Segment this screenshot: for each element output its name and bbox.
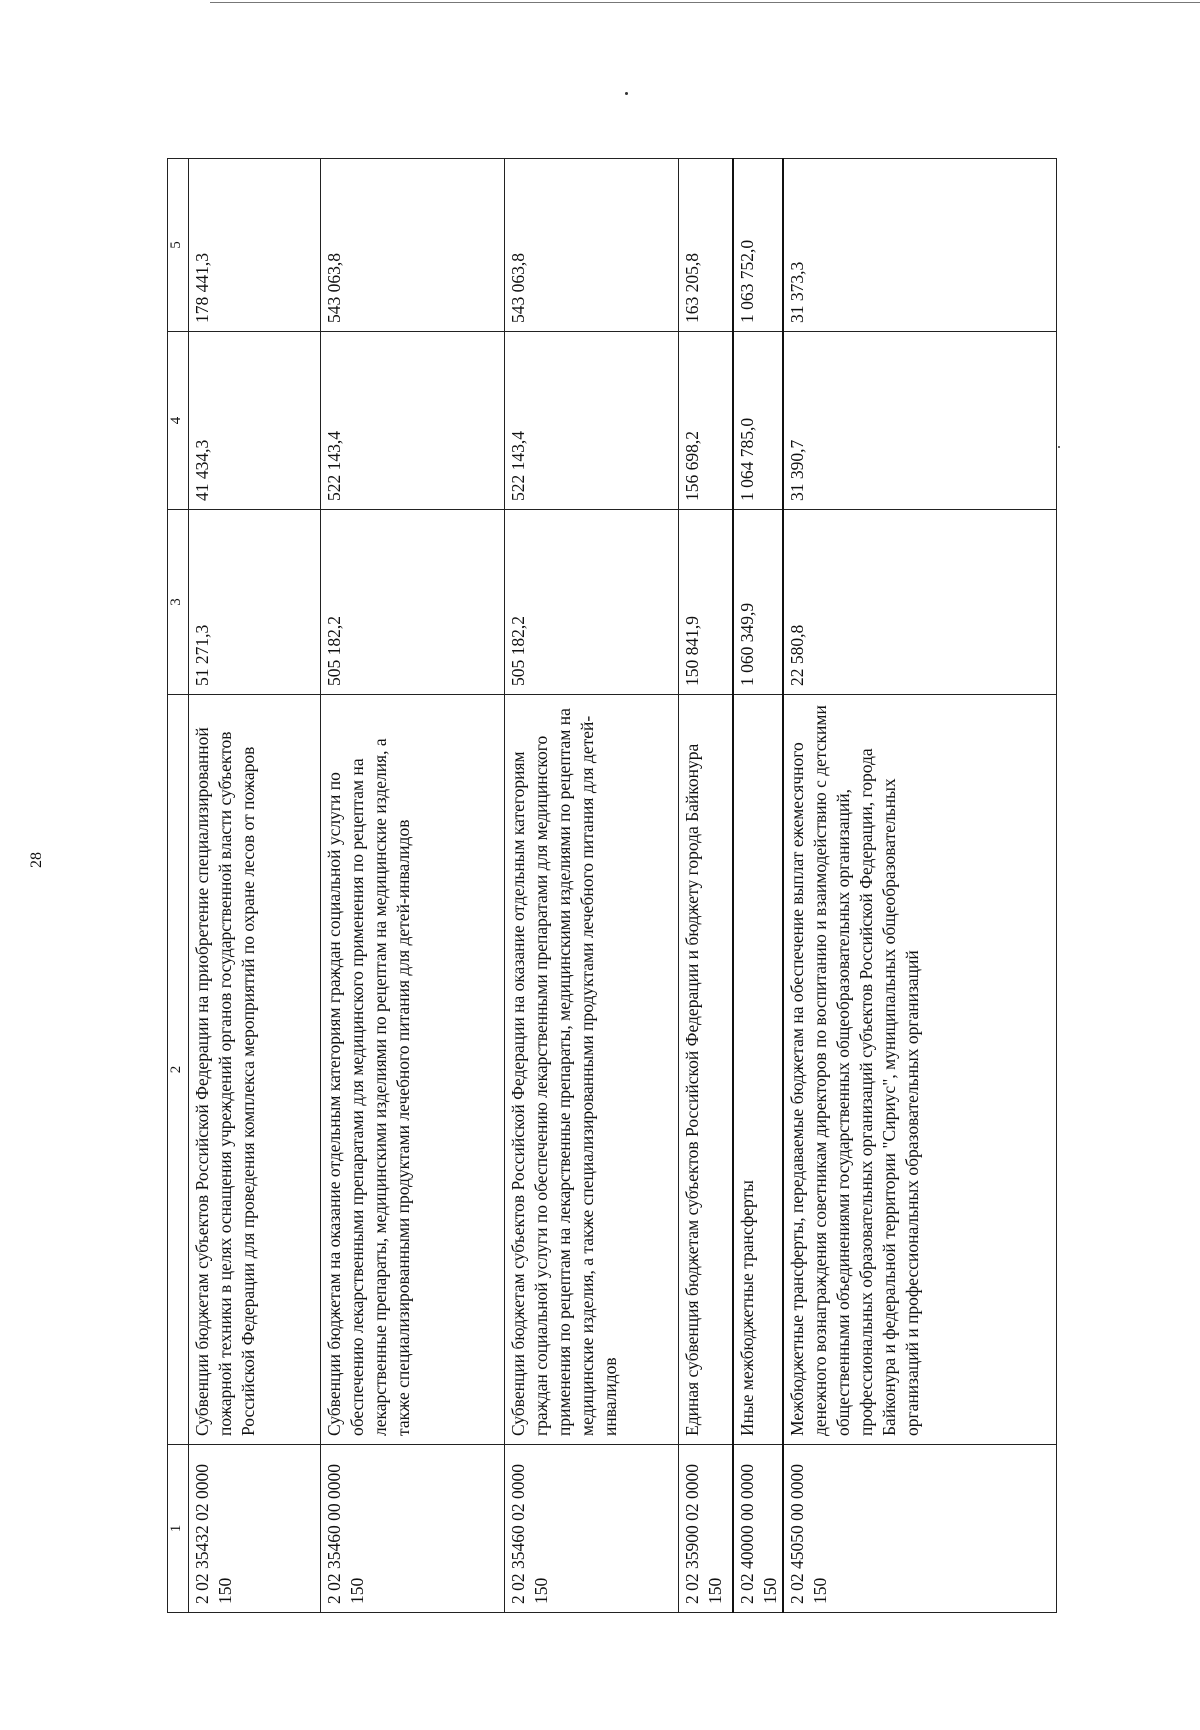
amount-col-5: 163 205,8 (679, 159, 733, 332)
budget-code: 2 02 35460 02 0000 150 (505, 1445, 679, 1613)
budget-code: 2 02 35900 02 0000 150 (679, 1445, 733, 1613)
scan-speck (1058, 446, 1060, 448)
budget-code: 2 02 45050 00 0000 150 (783, 1445, 1057, 1613)
amount-col-5: 543 063,8 (505, 159, 679, 332)
table-row (189, 159, 321, 1613)
budget-item-name: Субвенции бюджетам субъектов Российской Федерации на приобретение специализированной пожарной техники в целях оснащения учреждений органов государственной власти субъектов Российской Федерации для проведения комплекса мероприятий по охране лесов от пожаров (189, 695, 321, 1445)
table-row-subtotal (733, 159, 783, 1613)
table-row (679, 159, 733, 1613)
amount-col-5: 178 441,3 (189, 159, 321, 332)
amount-col-4: 156 698,2 (679, 332, 733, 510)
amount-col-4: 41 434,3 (189, 332, 321, 510)
amount-col-3: 22 580,8 (783, 510, 1057, 695)
amount-col-5: 1 063 752,0 (733, 159, 783, 332)
rotated-table-frame (167, 159, 1036, 1613)
table-header-row (168, 159, 189, 1613)
budget-item-name: Межбюджетные трансферты, передаваемые бюджетам на обеспечение выплат ежемесячного денежного вознаграждения советникам директоров по воспитанию и взаимодействию с детскими общественными объединениями государственных общеобразовательных организаций, профессиональных образовательных организаций субъектов Российской Федерации, города Байконура и федеральной территории "Сириус", муниципальных общеобразовательных организаций и профессиональных образовательных организаций (783, 695, 1057, 1445)
amount-col-3: 505 182,2 (505, 510, 679, 695)
table-row (321, 159, 505, 1613)
budget-code: 2 02 35460 00 0000 150 (321, 1445, 505, 1613)
budget-item-name: Единая субвенция бюджетам субъектов Российской Федерации и бюджету города Байконура (679, 695, 733, 1445)
amount-col-3: 505 182,2 (321, 510, 505, 695)
page-number: 28 (28, 852, 45, 868)
budget-code: 2 02 40000 00 0000 150 (733, 1445, 783, 1613)
amount-col-4: 522 143,4 (321, 332, 505, 510)
scan-speck (625, 92, 628, 95)
amount-col-5: 31 373,3 (783, 159, 1057, 332)
budget-table (167, 158, 1057, 1613)
scan-edge-line (210, 2, 1200, 3)
amount-col-4: 522 143,4 (505, 332, 679, 510)
column-header: 2 (168, 695, 189, 1445)
column-header: 3 (168, 510, 189, 695)
amount-col-5: 543 063,8 (321, 159, 505, 332)
table-row (783, 159, 1057, 1613)
amount-col-4: 31 390,7 (783, 332, 1057, 510)
column-header: 5 (168, 159, 189, 332)
budget-item-name: Субвенции бюджетам субъектов Российской Федерации на оказание отдельным категориям граждан социальной услуги по обеспечению лекарственными препаратами для медицинского применения по рецептам на лекарственные препараты, медицинскими изделиями по рецептам на медицинские изделия, а также специализированными продуктами лечебного питания для детей-инвалидов (505, 695, 679, 1445)
table-row (505, 159, 679, 1613)
budget-item-name: Субвенции бюджетам на оказание отдельным категориям граждан социальной услуги по обеспечению лекарственными препаратами для медицинского применения по рецептам на лекарственные препараты, медицинскими изделиями по рецептам на медицинские изделия, а также специализированными продуктами лечебного питания для детей-инвалидов (321, 695, 505, 1445)
amount-col-3: 1 060 349,9 (733, 510, 783, 695)
column-header: 1 (168, 1445, 189, 1613)
amount-col-4: 1 064 785,0 (733, 332, 783, 510)
amount-col-3: 51 271,3 (189, 510, 321, 695)
amount-col-3: 150 841,9 (679, 510, 733, 695)
budget-item-name: Иные межбюджетные трансферты (733, 695, 783, 1445)
column-header: 4 (168, 332, 189, 510)
budget-code: 2 02 35432 02 0000 150 (189, 1445, 321, 1613)
